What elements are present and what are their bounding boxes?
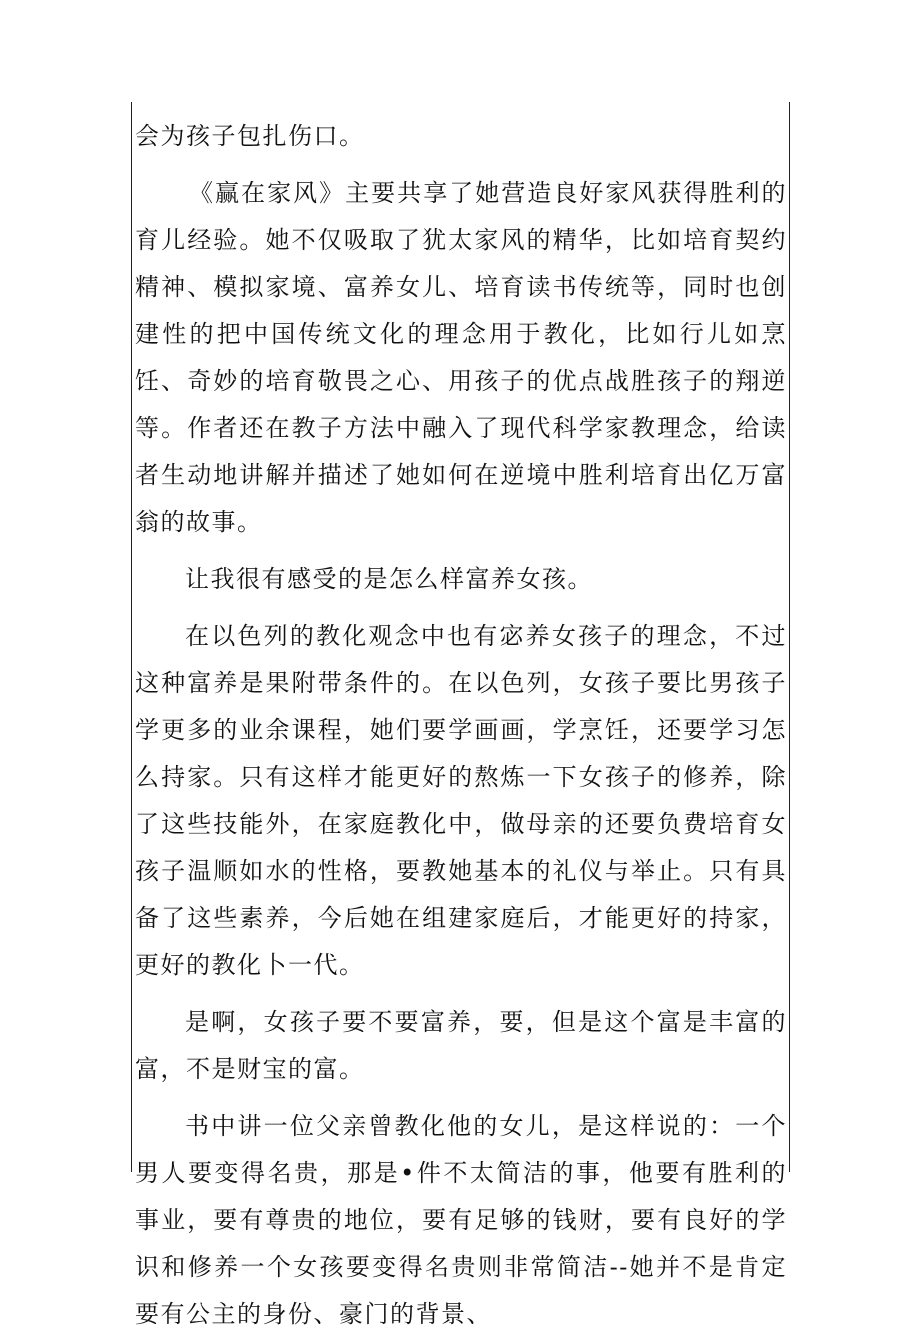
paragraph-israel-education: 在以色列的教化观念中也有宓养女孩子的理念，不过这种富养是果附带条件的。在以色列，女孩子要比男孩子学更多的业余课程，她们要学画画，学烹饪，还要学习怎么持家。只有这样才能更好的熬炼一下女孩子的修养，除了这些技能外，在家庭教化中，做母亲的还要负费培育女孩子温顺如水的性格，要教她基本的礼仪与举止。只有具备了这些素养，今后她在组建家庭后，才能更好的持家，更好的教化卜一代。 xyxy=(135,622,787,979)
paragraph-reflection-intro: 让我很有感受的是怎么样富养女孩。 xyxy=(185,565,593,593)
paragraph-book-summary: 《赢在家风》主要共享了她营造良好家风获得胜利的育儿经验。她不仅吸取了犹太家风的精华，比如培育契约精神、模拟家境、富养女儿、培育读书传统等，同时也创建性的把中国传统文化的理念用于教化，比如行儿如烹饪、奇妙的培育敬畏之心、用孩子的优点战胜孩子的翔逆等。作者还在教子方法中融入了现代科学家教理念，给读者生动地讲解并描述了她如何在逆境中胜利培育出亿万富翁的故事。 xyxy=(135,179,787,536)
paragraph-rich-meaning: 是啊，女孩子要不要富养，要，但是这个富是丰富的富，不是财宝的富。 xyxy=(135,1008,787,1083)
document-body xyxy=(135,113,787,1338)
paragraph-father-teaching: 书中讲一位父亲曾教化他的女儿，是这样说的：一个男人要变得名贵，那是•件不太简洁的事，他要有胜利的事业，要有尊贵的地位，要有足够的钱财，要有良好的学识和修养一个女孩要变得名贵则非常简洁--她并不是肯定要有公主的身份、豪门的背景、 xyxy=(135,1112,787,1328)
paragraph-continuation: 会为孩子包扎伤口。 xyxy=(135,122,365,150)
